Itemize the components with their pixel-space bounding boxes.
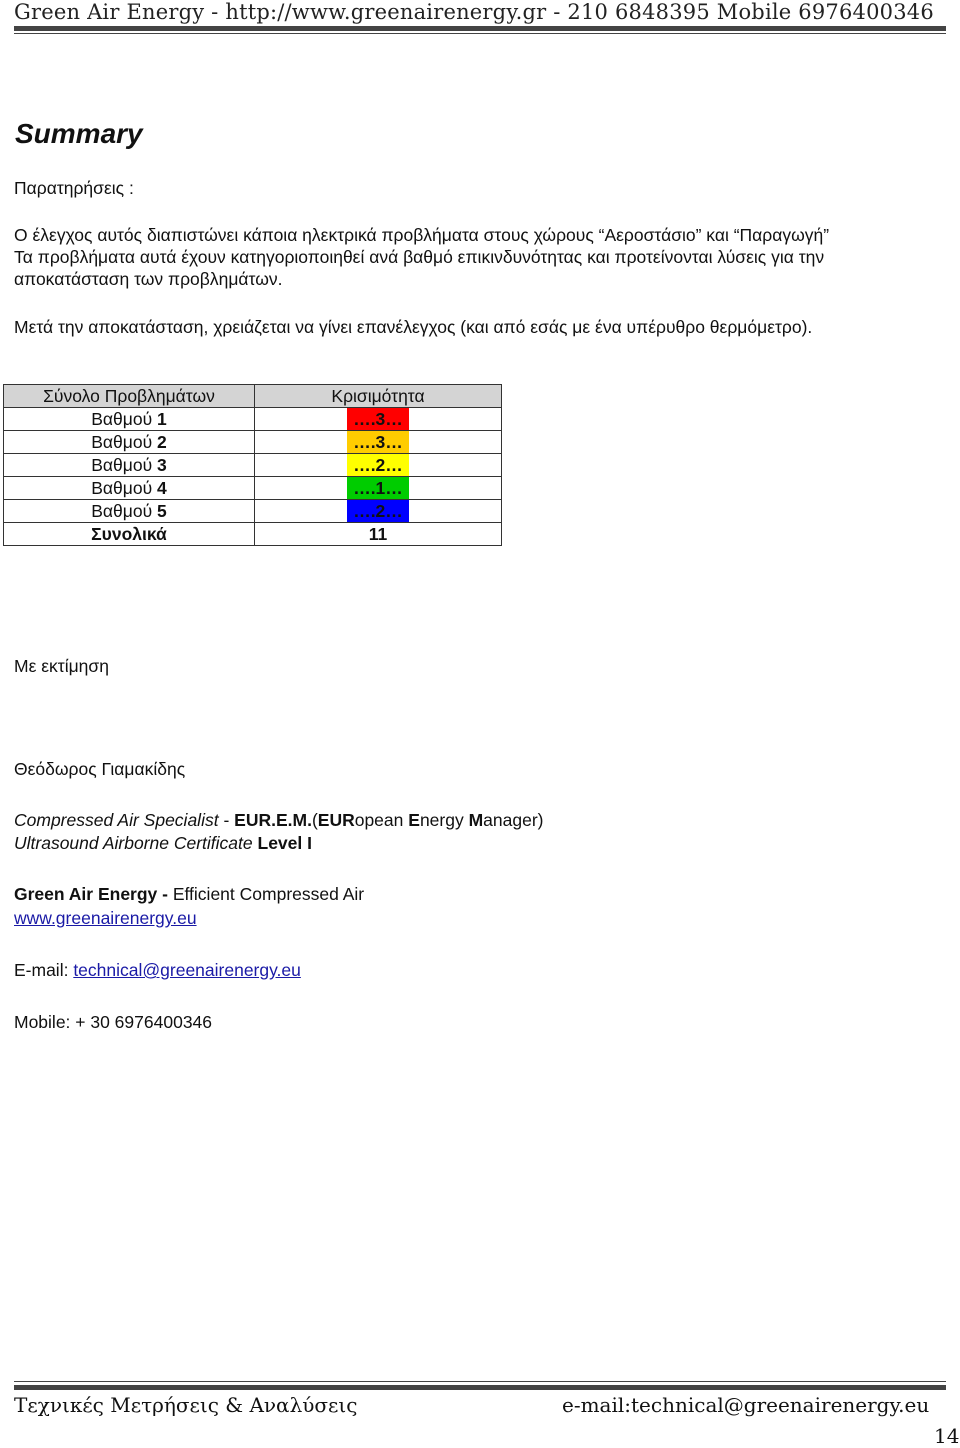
credential-line-1: Compressed Air Specialist - EUR.E.M.(EURopean Energy Manager) xyxy=(14,810,544,830)
table-row xyxy=(4,431,502,454)
table-header-total: Σύνολο Προβλημάτων xyxy=(4,385,255,408)
company-line: Green Air Energy - Efficient Compressed Air xyxy=(14,884,365,904)
table-header-severity: Κρισιμότητα xyxy=(255,385,502,408)
paragraph-2: Μετά την αποκατάσταση, χρειάζεται να γίνει επανέλεγχος (και από εσάς με ένα υπέρυθρο θερμόμετρο). xyxy=(14,317,813,337)
header-text: Green Air Energy - http://www.greenairenergy.gr - 210 6848395 Mobile 6976400346 xyxy=(14,0,934,24)
severity-mark-blue: ….2… xyxy=(347,500,409,522)
website-link[interactable]: www.greenairenergy.eu xyxy=(14,908,197,928)
header-rule-thin xyxy=(14,33,946,34)
row-value xyxy=(255,500,502,523)
severity-mark-orange: ….3… xyxy=(347,431,409,453)
footer-left-text: Τεχνικές Μετρήσεις & Αναλύσεις xyxy=(14,1393,358,1417)
row-value xyxy=(255,408,502,431)
email-line: E-mail: technical@greenairenergy.eu xyxy=(14,960,301,980)
row-value xyxy=(255,454,502,477)
page-number: 14 xyxy=(934,1424,960,1448)
table-row xyxy=(4,500,502,523)
row-label: Βαθμού 1 xyxy=(4,408,255,431)
page-title: Summary xyxy=(15,118,143,149)
row-label: Βαθμού 2 xyxy=(4,431,255,454)
paragraph-1-line: αποκατάσταση των προβλημάτων. xyxy=(14,269,283,289)
notes-label: Παρατηρήσεις : xyxy=(14,178,134,198)
row-label: Βαθμού 3 xyxy=(4,454,255,477)
severity-table xyxy=(3,384,502,546)
row-value xyxy=(255,477,502,500)
credential-line-2: Ultrasound Airborne Certificate Level I xyxy=(14,833,312,853)
footer-right-text: e-mail:technical@greenairenergy.eu xyxy=(562,1393,930,1417)
estimate-text: Με εκτίμηση xyxy=(14,656,109,676)
website-line xyxy=(14,907,197,929)
author-name: Θεόδωρος Γιαμακίδης xyxy=(14,759,186,779)
footer-rule-thin xyxy=(14,1381,946,1382)
table-row xyxy=(4,454,502,477)
table-row xyxy=(4,477,502,500)
total-label: Συνολικά xyxy=(4,523,255,546)
total-value: 11 xyxy=(255,523,502,546)
mobile-line: Mobile: + 30 6976400346 xyxy=(14,1012,213,1032)
table-row xyxy=(4,408,502,431)
paragraph-1-line: Τα προβλήματα αυτά έχουν κατηγοριοποιηθεί ανά βαθμό επικινδυνότητας και προτείνονται λύσεις για την xyxy=(14,247,825,267)
severity-mark-red: ….3… xyxy=(347,408,409,430)
paragraph-1-line: Ο έλεγχος αυτός διαπιστώνει κάποια ηλεκτρικά προβλήματα στους χώρους “Αεροστάσιο” και “Παραγωγή” xyxy=(14,225,830,245)
row-label: Βαθμού 4 xyxy=(4,477,255,500)
footer-rule xyxy=(14,1385,946,1390)
table-total-row xyxy=(4,523,502,546)
email-link[interactable]: technical@greenairenergy.eu xyxy=(73,960,301,980)
paragraph-1 xyxy=(14,224,954,290)
table-header-row xyxy=(4,385,502,408)
header-rule xyxy=(14,26,946,31)
row-label: Βαθμού 5 xyxy=(4,500,255,523)
severity-mark-green: ….1… xyxy=(347,477,409,499)
row-value xyxy=(255,431,502,454)
severity-mark-yellow: ….2… xyxy=(347,454,409,476)
